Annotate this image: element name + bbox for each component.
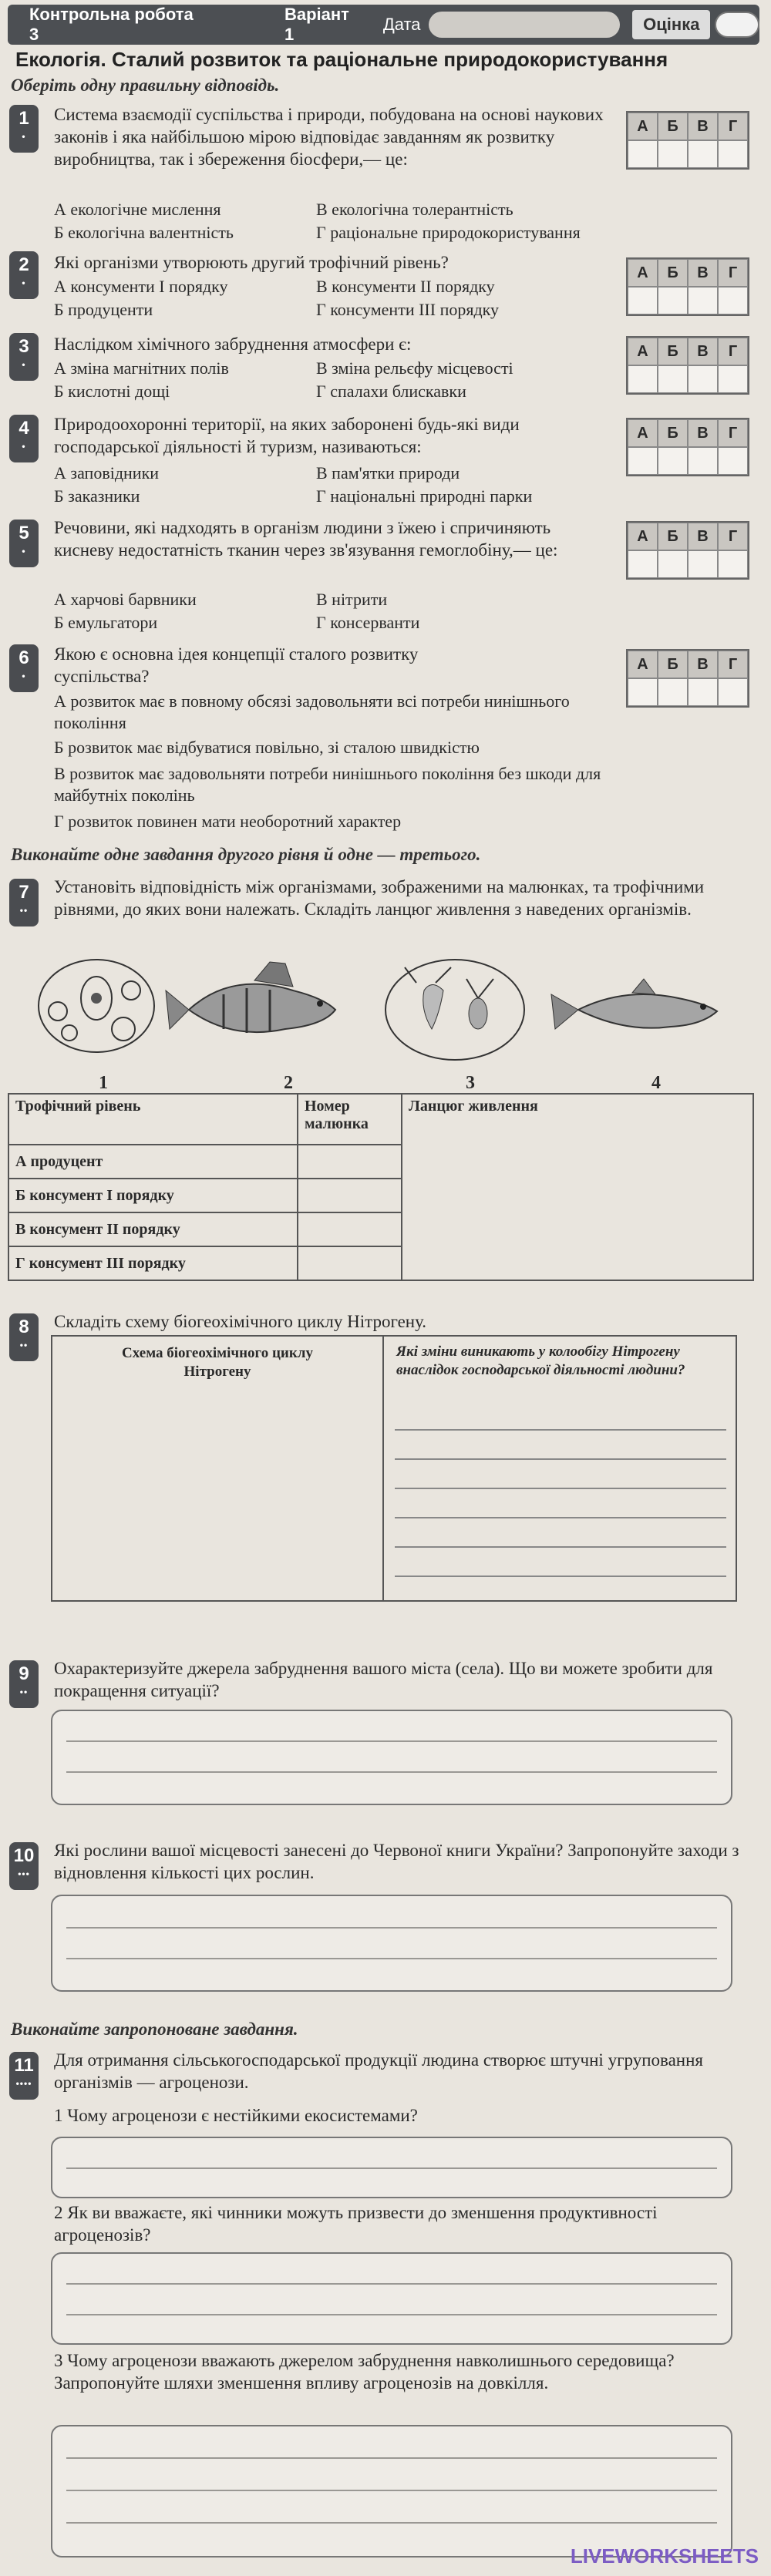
option-a[interactable]: А розвиток має в повному обсязі задовольняти всі потреби нинішнього покоління	[54, 691, 570, 732]
answer-cell[interactable]	[628, 140, 658, 168]
option-a[interactable]: А харчові барвники	[54, 590, 197, 609]
option-g[interactable]: Г консерванти	[316, 613, 420, 632]
option-a[interactable]: А екологічне мислення	[54, 200, 221, 219]
variant-label: Варіант 1	[284, 5, 349, 44]
image-label-4: 4	[651, 1073, 661, 1093]
changes-question: Які зміни виникають у колообігу Нітрогену внаслідок господарської діяльності людини?	[396, 1343, 685, 1378]
answer-cell[interactable]	[628, 365, 658, 393]
option-v[interactable]: В пам'ятки природи	[316, 463, 460, 483]
answer-cell[interactable]	[658, 140, 688, 168]
question-number-5: 5 •	[9, 520, 39, 567]
answer-grid-3[interactable]: А Б В Г	[626, 336, 749, 395]
option-g[interactable]: Г консументи III порядку	[316, 300, 500, 319]
question-number-4: 4 •	[9, 415, 39, 462]
option-g[interactable]: Г національні природні парки	[316, 486, 533, 506]
answer-cell[interactable]	[658, 447, 688, 475]
question-number-9: 9 ••	[9, 1660, 39, 1708]
test-header	[8, 5, 759, 45]
instruction-level2: Виконайте одне завдання другого рівня й одне — третього.	[11, 845, 481, 864]
option-v[interactable]: В екологічна толерантність	[316, 200, 513, 219]
organism-illustrations	[23, 956, 748, 1071]
number-cell[interactable]	[298, 1145, 402, 1179]
answer-cell[interactable]	[688, 287, 718, 314]
plankton-algae-icon	[39, 960, 154, 1052]
answer-cell[interactable]	[658, 287, 688, 314]
answer-cell[interactable]	[688, 365, 718, 393]
answer-lines-10[interactable]	[51, 1895, 732, 1992]
option-b[interactable]: Б розвиток має відбуватися повільно, зі сталою швидкістю	[54, 738, 480, 757]
question-1-text: Система взаємодії суспільства і природи, побудована на основі наукових законів і яка найбільшою мірою відповідає завданням як розвитку виробництва, так і збереження біосфери,— це:	[54, 105, 604, 169]
date-field[interactable]	[429, 12, 621, 38]
number-cell[interactable]	[298, 1179, 402, 1212]
answer-cell[interactable]	[688, 140, 718, 168]
image-label-2: 2	[284, 1073, 293, 1093]
answer-cell[interactable]	[718, 447, 748, 475]
answer-cell[interactable]	[628, 447, 658, 475]
subquestion-3: 3 Чому агроценози вважають джерелом забруднення навколишнього середовища? Запропонуйте шляхи зменшення впливу агроценозів на довкілля.	[54, 2351, 675, 2393]
fish-icon	[551, 979, 717, 1029]
trophic-table	[8, 1093, 754, 1281]
answer-cell[interactable]	[628, 550, 658, 578]
answer-cell[interactable]	[718, 287, 748, 314]
answer-cell[interactable]	[658, 678, 688, 706]
option-b[interactable]: Б заказники	[54, 486, 140, 506]
table-row: Б консумент I порядку	[8, 1179, 298, 1212]
option-b[interactable]: Б екологічна валентність	[54, 223, 234, 242]
option-a[interactable]: А зміна магнітних полів	[54, 358, 229, 378]
zooplankton-icon	[386, 960, 524, 1060]
question-number-10: 10 •••	[9, 1842, 39, 1890]
image-label-3: 3	[466, 1073, 475, 1093]
answer-cell[interactable]	[628, 678, 658, 706]
option-b[interactable]: Б продуценти	[54, 300, 153, 319]
answer-cell[interactable]	[628, 287, 658, 314]
answer-cell[interactable]	[688, 447, 718, 475]
option-v[interactable]: В нітрити	[316, 590, 388, 609]
number-cell[interactable]	[298, 1246, 402, 1280]
option-g[interactable]: Г раціональне природокористування	[316, 223, 581, 242]
answer-cell[interactable]	[718, 365, 748, 393]
answer-cell[interactable]	[658, 365, 688, 393]
table-row: Г консумент III порядку	[8, 1246, 298, 1280]
answer-cell[interactable]	[718, 550, 748, 578]
answer-grid-6[interactable]: А Б В Г	[626, 649, 749, 708]
question-number-3: 3 •	[9, 333, 39, 381]
changes-area[interactable]	[386, 1337, 736, 1600]
question-10-text: Які рослини вашої місцевості занесені до Червоної книги України? Запропонуйте заходи з відновлення кількості цих рослин.	[54, 1841, 739, 1882]
question-number-11: 11 ••••	[9, 2052, 39, 2100]
answer-lines-9[interactable]	[51, 1710, 732, 1805]
question-6-text: Якою є основна ідея концепції сталого розвитку суспільства?	[54, 644, 419, 686]
cycle-diagram-title: Схема біогеохімічного циклу Нітрогену	[122, 1345, 313, 1380]
answer-cell[interactable]	[718, 140, 748, 168]
grade-field[interactable]	[715, 12, 759, 38]
question-9-text: Охарактеризуйте джерела забруднення вашого міста (села). Що ви можете зробити для покращення ситуації?	[54, 1659, 713, 1700]
option-a[interactable]: А консументи I порядку	[54, 277, 228, 296]
question-number-8: 8 ••	[9, 1313, 39, 1361]
instruction-level1: Оберіть одну правильну відповідь.	[11, 76, 280, 95]
question-number-6: 6 •	[9, 644, 39, 692]
image-label-1: 1	[99, 1073, 108, 1093]
question-4-text: Природоохоронні території, на яких заборонені будь-які види господарської діяльності й туризм, називаються:	[54, 415, 520, 456]
option-b[interactable]: Б емульгатори	[54, 613, 158, 632]
option-v[interactable]: В розвиток має задовольняти потреби нинішнього покоління без шкоди для майбутніх поколінь	[54, 764, 601, 805]
answer-cell[interactable]	[658, 550, 688, 578]
answer-grid-5[interactable]: А Б В Г	[626, 521, 749, 580]
grade-label: Оцінка	[632, 10, 710, 39]
answer-cell[interactable]	[688, 550, 718, 578]
answer-grid-2[interactable]: А Б В Г	[626, 257, 749, 316]
question-number-1: 1 •	[9, 105, 39, 153]
perch-fish-icon	[166, 962, 335, 1033]
option-b[interactable]: Б кислотні дощі	[54, 382, 170, 401]
question-5-text: Речовини, які надходять в організм людини з їжею і спричиняють кисневу недостатність тканин через зв'язування гемоглобіну,— це:	[54, 518, 558, 560]
question-3-text: Наслідком хімічного забруднення атмосфери є:	[54, 335, 412, 354]
question-number-7: 7 ••	[9, 879, 39, 926]
answer-lines-11-3[interactable]	[51, 2425, 732, 2558]
food-chain-cell[interactable]: Ланцюг живлення	[402, 1094, 753, 1280]
cycle-diagram-area[interactable]	[52, 1337, 384, 1600]
question-8-text: Складіть схему біогеохімічного циклу Нітрогену.	[54, 1312, 427, 1331]
question-7-text: Установіть відповідність між організмами, зображеними на малюнках, та трофічними рівнями, до яких вони належать. Складіть ланцюг живлення з наведених організмів.	[54, 877, 705, 919]
subquestion-2: 2 Як ви вважаєте, які чинники можуть призвести до зменшення продуктивності агроценозів?	[54, 2203, 658, 2245]
date-label: Дата	[382, 15, 421, 34]
option-g[interactable]: Г розвиток повинен мати необоротний характер	[54, 812, 402, 831]
answer-cell[interactable]	[688, 678, 718, 706]
option-g[interactable]: Г спалахи блискавки	[316, 382, 466, 401]
question-11-text: Для отримання сільськогосподарської продукції людина створює штучні угруповання організмів — агроценози.	[54, 2050, 703, 2092]
answer-lines-11-1[interactable]	[51, 2137, 732, 2198]
answer-cell[interactable]	[718, 678, 748, 706]
option-v[interactable]: В консументи II порядку	[316, 277, 495, 296]
number-cell[interactable]	[298, 1212, 402, 1246]
answer-grid-4[interactable]: А Б В Г	[626, 418, 749, 476]
question-number-2: 2 •	[9, 251, 39, 299]
instruction-level3: Виконайте запропоноване завдання.	[11, 2019, 298, 2039]
option-v[interactable]: В зміна рельєфу місцевості	[316, 358, 513, 378]
answer-lines-11-2[interactable]	[51, 2252, 732, 2345]
subquestion-1: 1 Чому агроценози є нестійкими екосистемами?	[54, 2106, 418, 2125]
option-a[interactable]: А заповідники	[54, 463, 160, 483]
question-2-text: Які організми утворюють другий трофічний рівень?	[54, 253, 449, 272]
liveworksheets-logo: LIVEWORKSHEETS	[570, 2544, 759, 2568]
table-row: В консумент II порядку	[8, 1212, 298, 1246]
page-title: Екологія. Сталий розвиток та раціональне природокористування	[15, 48, 668, 71]
table-row: А продуцент	[8, 1145, 298, 1179]
answer-grid-1[interactable]: А Б В Г	[626, 111, 749, 170]
table-header-number: Номер малюнка	[298, 1094, 402, 1145]
nitrogen-cycle-box	[51, 1335, 737, 1602]
work-title: Контрольна робота 3	[29, 5, 194, 44]
table-header-level: Трофічний рівень	[8, 1094, 298, 1145]
